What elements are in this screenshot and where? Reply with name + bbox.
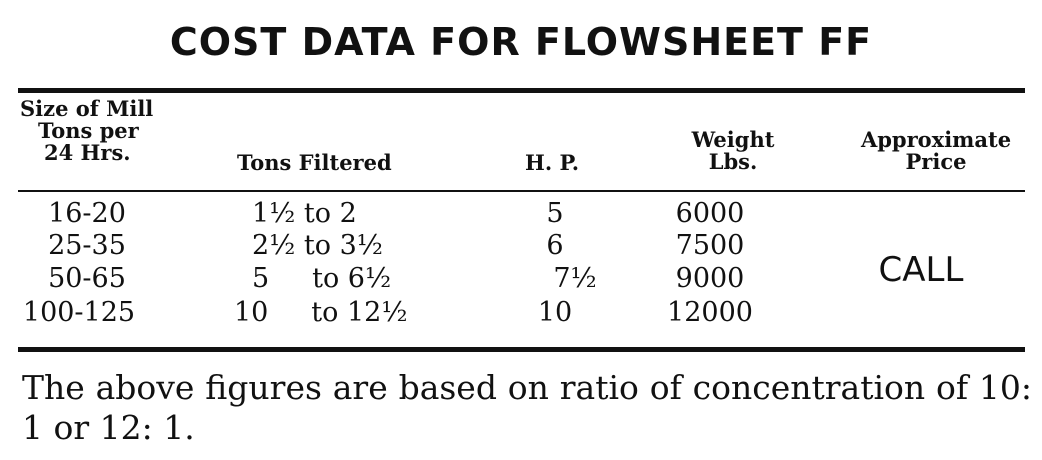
row-1-weight: 6000	[675, 198, 745, 229]
row-2-size: 25-35	[48, 230, 126, 261]
header-price-line-2: Price	[905, 149, 967, 174]
row-1-size: 16-20	[48, 198, 126, 229]
top-rule	[18, 88, 1025, 93]
bottom-rule	[18, 347, 1025, 352]
header-rule	[18, 190, 1025, 192]
row-3-tons-filtered: 5 to 6½	[252, 263, 392, 294]
header-tons-filtered: Tons Filtered	[237, 150, 392, 175]
header-weight	[678, 129, 788, 173]
header-size-line-3: 24 Hrs.	[44, 140, 131, 165]
row-3-hp: 7½	[553, 263, 597, 294]
row-4-tons-filtered: 10 to 12½	[234, 297, 408, 328]
row-4-weight: 12000	[667, 297, 753, 328]
approximate-price-value: CALL	[878, 250, 964, 290]
row-3-weight: 9000	[675, 263, 745, 294]
footnote: The above figures are based on ratio of concentration of 10: 1 or 12: 1.	[22, 368, 1032, 447]
row-2-tons-filtered: 2½ to 3½	[252, 230, 383, 261]
header-approximate-price	[846, 129, 1026, 173]
header-size-line-1: Size of Mill	[20, 96, 154, 121]
header-weight-line-1: Weight	[691, 127, 775, 152]
header-weight-line-2: Lbs.	[708, 149, 758, 174]
header-size-line-2: Tons per	[38, 118, 139, 143]
row-2-weight: 7500	[675, 230, 745, 261]
row-1-tons-filtered: 1½ to 2	[252, 198, 357, 229]
row-1-hp: 5	[546, 198, 564, 229]
row-2-hp: 6	[546, 230, 564, 261]
row-4-hp: 10	[537, 297, 573, 328]
header-hp: H. P.	[525, 150, 580, 175]
header-price-line-1: Approximate	[860, 127, 1012, 152]
row-4-size: 100-125	[22, 297, 136, 328]
row-3-size: 50-65	[48, 263, 126, 294]
page-title: COST DATA FOR FLOWSHEET FF	[169, 20, 873, 64]
header-size-of-mill	[20, 98, 153, 164]
